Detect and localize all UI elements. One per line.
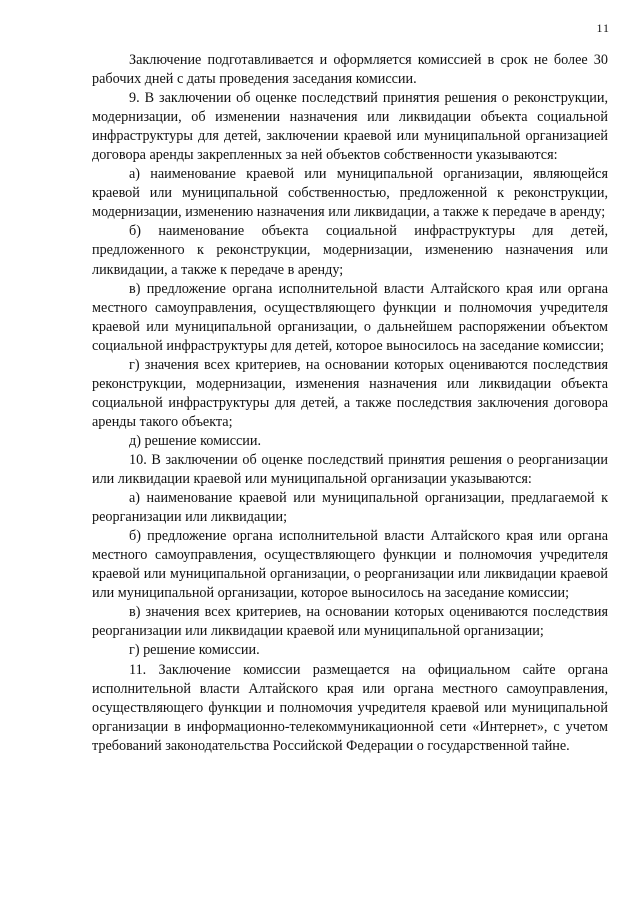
paragraph-item-10g: г) решение комиссии.: [129, 642, 260, 659]
page-number: 11: [596, 21, 610, 35]
paragraph-item-9d: д) решение комиссии.: [129, 432, 262, 449]
paragraph-item-9: 9. В заключении об оценке последствий принятия решения о реконструкции, модернизации, об изменении назначения или ликвидации объекта социальной инфраструктуры для детей, заключении краевой или муниципальной организацией договора аренды закрепленных за ней объектов собственности указываются:: [92, 90, 608, 164]
paragraph-item-9g: г) значения всех критериев, на основании которых оцениваются последствия реконструкции, модернизации, изменения назначения или ликвидации объекта социальной инфраструктуры для детей, а также последствия заключения договора аренды такого объекта;: [92, 356, 608, 430]
document-body: [92, 51, 608, 756]
paragraph-item-10: 10. В заключении об оценке последствий принятия решения о реорганизации или ликвидации краевой или муниципальной организации указываются:: [92, 451, 608, 488]
paragraph-item-10b: б) предложение органа исполнительной власти Алтайского края или органа местного самоуправления, осуществляющего функции и полномочия учредителя краевой или муниципальной организации, о реорганизации или ликвидации краевой или муниципальной организации, которое выносилось на заседание комиссии;: [92, 528, 608, 602]
paragraph-item-9a: а) наименование краевой или муниципальной организации, являющейся краевой или муниципальной собственностью, предложенной к реконструкции, модернизации, изменению назначения или ликвидации, а также к передаче в аренду;: [92, 166, 608, 221]
paragraph-item-11: 11. Заключение комиссии размещается на официальном сайте органа исполнительной власти Алтайского края или органа местного самоуправления, осуществляющего функции и полномочия учредителя краевой или муниципальной организации в информационно-телекоммуникационной сети «Интернет», с учетом требований законодательства Российской Федерации о государственной тайне.: [92, 661, 608, 754]
paragraph-item-10a: а) наименование краевой или муниципальной организации, предлагаемой к реорганизации или ликвидации;: [92, 490, 608, 526]
paragraph-item-10v: в) значения всех критериев, на основании которых оцениваются последствия реорганизации или ликвидации краевой или муниципальной организации;: [92, 604, 608, 640]
paragraph-item-9b: б) наименование объекта социальной инфраструктуры для детей, предложенного к реконструкции, модернизации, изменению назначения или ликвидации, а также к передаче в аренду;: [92, 223, 608, 278]
paragraph-conclusion-deadline: Заключение подготавливается и оформляется комиссией в срок не более 30 рабочих дней с даты проведения заседания комиссии.: [92, 52, 608, 88]
paragraph-item-9v: в) предложение органа исполнительной власти Алтайского края или органа местного самоуправления, осуществляющего функции и полномочия учредителя краевой или муниципальной организации, о дальнейшем распоряжении объектом социальной инфраструктуры для детей, которое выносилось на заседание комиссии;: [92, 280, 608, 354]
